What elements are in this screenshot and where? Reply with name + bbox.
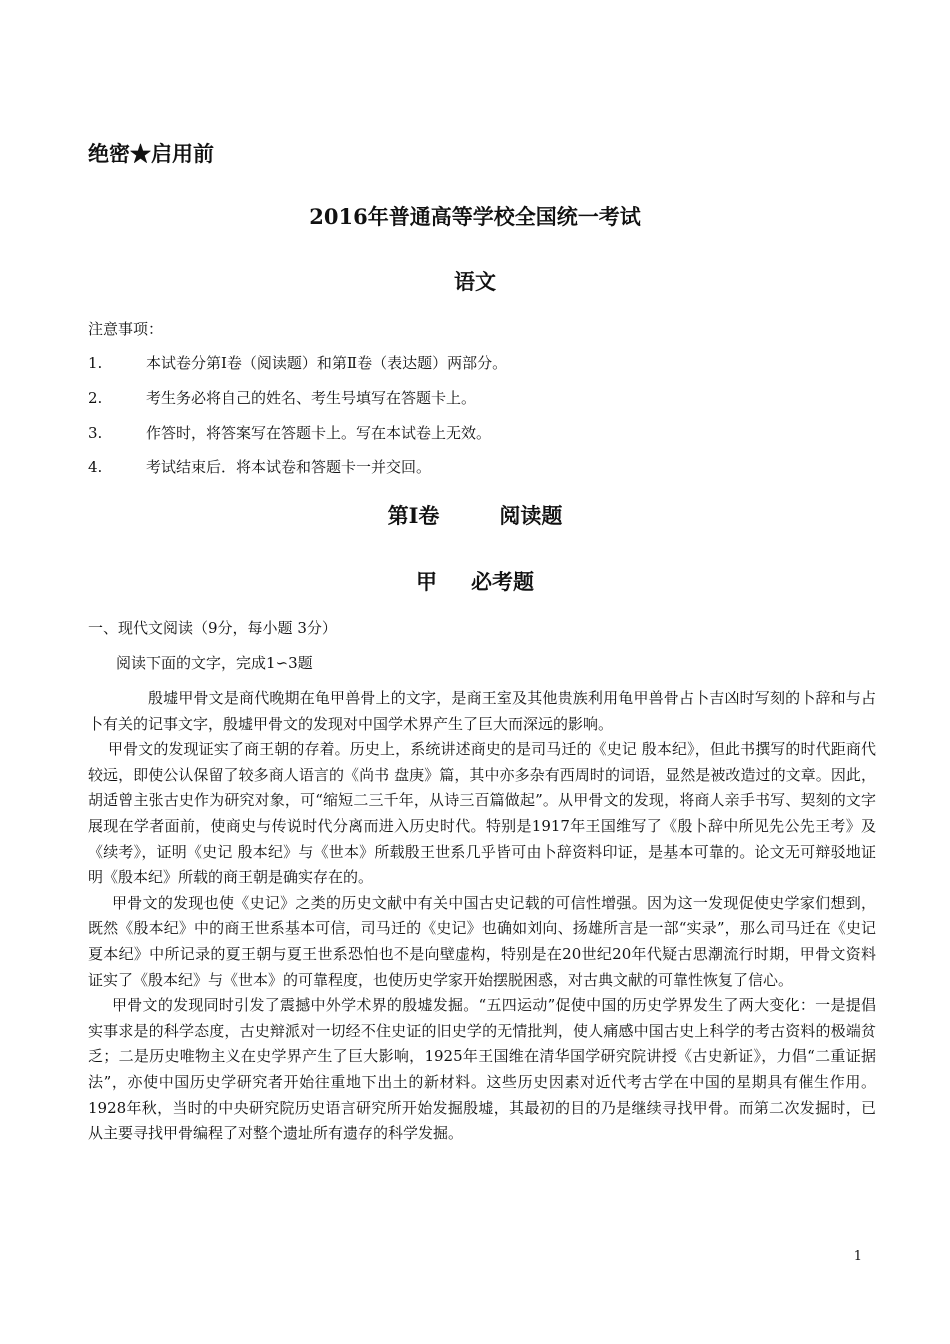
secret-label: 绝密★启用前 xyxy=(88,141,214,166)
notice-item xyxy=(88,422,491,443)
notice-heading: 注意事项： xyxy=(88,320,164,338)
passage-paragraph: 殷墟甲骨文是商代晚期在龟甲兽骨上的文字，是商王室及其他贵族利用龟甲兽骨占卜吉凶时写刻的卜辞和与占卜有关的记事文字，殷墟甲骨文的发现对中国学术界产生了巨大而深远的影响。 xyxy=(88,689,876,733)
notice-item-number: 1. xyxy=(88,354,103,372)
notice-item-text: 本试卷分第Ⅰ卷（阅读题）和第Ⅱ卷（表达题）两部分。 xyxy=(146,354,508,372)
part-label: 第Ⅰ卷 xyxy=(387,503,440,528)
notice-item-number: 2. xyxy=(88,389,103,407)
passage-paragraph: 甲骨文的发现同时引发了震撼中外学术界的殷墟发掘。“五四运动”促使中国的历史学界发生了两大变化：一是提倡实事求是的科学态度，古史辩派对一切经不住史证的旧史学的无情批判，使人痛感中国古史上科学的考古资料的极端贫乏；二是历史唯物主义在史学界产生了巨大影响，1925年王国维在清华国学研究院讲授《古史新证》，力倡“二重证据法”，亦使中国历史学研究者开始往重地下出土的新材料。这些历史因素对近代考古学在中国的星期具有催生作用。1928年秋，当时的中央研究院历史语言研究所开始发掘殷墟，其最初的目的乃是继续寻找甲骨。而第二次发掘时，已从主要寻找甲骨编程了对整个遗址所有遗存的科学发掘。 xyxy=(88,996,876,1143)
question-instruction: 阅读下面的文字，完成1∽3题 xyxy=(116,654,313,672)
notice-item-text: 作答时，将答案写在答题卡上。写在本试卷上无效。 xyxy=(146,424,492,442)
subject-title: 语文 xyxy=(454,269,496,294)
section-label: 甲 xyxy=(416,569,437,594)
notice-item xyxy=(88,456,431,477)
notice-item xyxy=(88,352,507,373)
passage-paragraph: 甲骨文的发现也使《史记》之类的历史文献中有关中国古史记载的可信性增强。因为这一发现促使史学家们想到，既然《殷本纪》中的商王世系基本可信，司马迁的《史记》也确如刘向、扬雄所言是一部“实录”，那么司马迁在《史记 夏本纪》中所记录的夏王朝与夏王世系恐怕也不是向壁虚构，特别是在20世纪20年代疑古思潮流行时期，甲骨文资料证实了《殷本纪》与《世本》的可靠程度，也使历史学家开始摆脱困惑，对古典文献的可靠性恢复了信心。 xyxy=(88,893,876,989)
section-name: 必考题 xyxy=(471,569,534,594)
notice-item-text: 考试结束后．将本试卷和答题卡一并交回。 xyxy=(146,458,432,476)
notice-item-number: 3. xyxy=(88,424,103,442)
notice-item xyxy=(88,387,476,408)
passage-paragraph: 甲骨文的发现证实了商王朝的存着。历史上，系统讲述商史的是司马迁的《史记 殷本纪》，但此书撰写的时代距商代较远，即使公认保留了较多商人语言的《尚书 盘庚》篇，其中亦多杂有西周时的词语，显然是被改造过的文章。因此，胡适曾主张古史作为研究对象，可“缩短二三千年，从诗三百篇做起”。从甲骨文的发现，将商人亲手书写、契刻的文字展现在学者面前，使商史与传说时代分离而进入历史时代。特别是1917年王国维写了《殷卜辞中所见先公先王考》及《续考》，证明《史记 殷本纪》与《世本》所载殷王世系几乎皆可由卜辞资料印证，是基本可靠的。论文无可辩驳地证明《殷本纪》所载的商王朝是确实存在的。 xyxy=(88,740,876,887)
part-name: 阅读题 xyxy=(499,503,563,528)
page-number: 1 xyxy=(853,1249,862,1264)
notice-item-text: 考生务必将自己的姓名、考生号填写在答题卡上。 xyxy=(146,389,477,407)
reading-passage xyxy=(88,686,876,1147)
exam-title: 2016年普通高等学校全国统一考试 xyxy=(309,204,641,229)
notice-item-number: 4. xyxy=(88,458,103,476)
section-title xyxy=(0,566,950,596)
part-title xyxy=(0,500,950,530)
question-heading: 一、现代文阅读（9分，每小题 3分） xyxy=(88,619,337,637)
